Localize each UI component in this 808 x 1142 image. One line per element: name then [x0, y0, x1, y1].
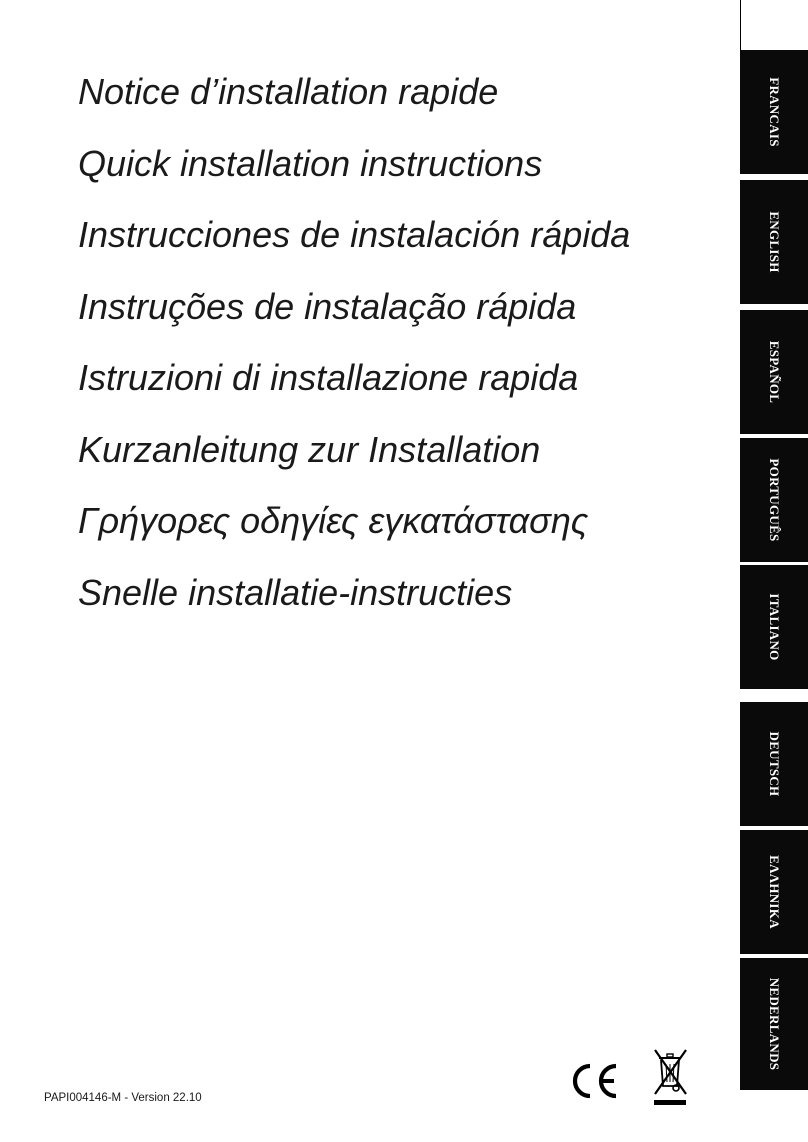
title-dutch: Snelle installatie-instructies	[78, 571, 513, 613]
tab-strip-top-rule	[740, 0, 741, 50]
language-tab-label: ESPAÑOL	[767, 340, 782, 404]
title-list	[78, 71, 631, 646]
document-reference: PAPI004146-M - Version 22.10	[44, 1092, 202, 1104]
title-greek: Γρήγορες οδηγίες εγκατάστασης	[78, 500, 589, 541]
language-tab-nederlands[interactable]	[740, 958, 808, 1090]
ce-mark-icon	[568, 1062, 620, 1100]
language-tab-portugues[interactable]	[740, 438, 808, 562]
language-tab-label: DEUTSCH	[767, 731, 782, 797]
crossed-out-wheelie-bin-icon	[650, 1046, 690, 1108]
language-tab-ellinika[interactable]	[740, 830, 808, 954]
language-tab-francais[interactable]	[740, 50, 808, 174]
title-spanish: Instrucciones de instalación rápida	[78, 214, 631, 255]
language-tab-deutsch[interactable]	[740, 702, 808, 826]
title-portuguese: Instruções de instalação rápida	[78, 285, 577, 327]
language-tab-strip	[740, 50, 808, 1090]
title-french: Notice d’installation rapide	[78, 71, 499, 112]
language-tab-label: PORTUGUÊS	[767, 458, 782, 542]
language-tab-label: FRANCAIS	[767, 77, 782, 147]
language-tab-italiano[interactable]	[740, 565, 808, 689]
title-english: Quick installation instructions	[78, 142, 543, 184]
language-tab-espanol[interactable]	[740, 310, 808, 434]
language-tab-english[interactable]	[740, 180, 808, 304]
language-tab-label: NEDERLANDS	[767, 977, 782, 1071]
title-german: Kurzanleitung zur Installation	[78, 428, 541, 470]
title-italian: Istruzioni di installazione rapida	[78, 357, 579, 398]
language-tab-label: ΕΛΛΗΝΙΚΑ	[767, 855, 782, 929]
language-tab-label: ENGLISH	[767, 211, 782, 273]
language-tab-label: ITALIANO	[767, 593, 782, 661]
